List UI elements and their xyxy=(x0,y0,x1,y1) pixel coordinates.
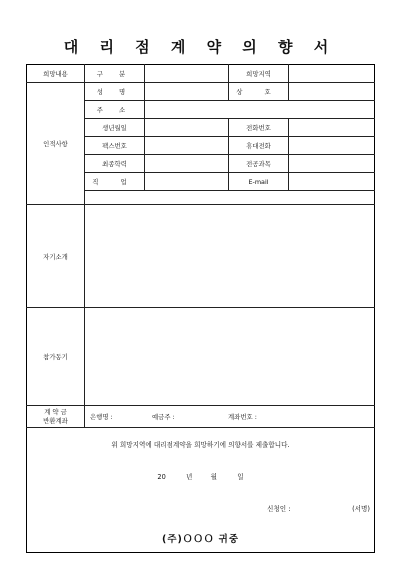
phone-label: 전화번호 xyxy=(229,119,289,137)
date-day-unit: 일 xyxy=(237,473,244,481)
trade-name-field[interactable] xyxy=(289,83,375,101)
desired-region-field[interactable] xyxy=(289,65,375,83)
name-label: 성 명 xyxy=(85,83,145,101)
email-label: E-mail xyxy=(229,173,289,191)
signature-mark: (서명) xyxy=(352,505,370,513)
fax-label: 팩스번호 xyxy=(85,137,145,155)
occupation-field[interactable] xyxy=(145,173,229,191)
fax-field[interactable] xyxy=(145,137,229,155)
date-month-unit: 월 xyxy=(210,473,217,481)
refund-account-header-line1: 계 약 금 xyxy=(44,407,67,416)
email-field[interactable] xyxy=(289,173,375,191)
address-field[interactable] xyxy=(145,101,375,119)
applicant-label: 신청인 : xyxy=(267,505,291,513)
hope-section-header: 희망내용 xyxy=(27,65,85,83)
category-label: 구 분 xyxy=(85,65,145,83)
bank-name-label: 은행명 : xyxy=(90,413,113,421)
declaration-area xyxy=(27,428,375,553)
self-introduction-header: 자기소개 xyxy=(27,205,85,308)
name-field[interactable] xyxy=(145,83,229,101)
major-field[interactable] xyxy=(289,155,375,173)
mobile-label: 휴대전화 xyxy=(229,137,289,155)
mobile-field[interactable] xyxy=(289,137,375,155)
account-number-label: 계좌번호 : xyxy=(228,413,257,421)
trade-name-label: 상 호 xyxy=(229,83,289,101)
motivation-header: 참가동기 xyxy=(27,308,85,406)
education-field[interactable] xyxy=(145,155,229,173)
phone-field[interactable] xyxy=(289,119,375,137)
refund-account-header-line2: 반환계좌 xyxy=(43,416,68,425)
occupation-label: 직 업 xyxy=(85,173,145,191)
category-field[interactable] xyxy=(145,65,229,83)
date-year-unit: 년 xyxy=(186,473,193,481)
date-year: 20 xyxy=(157,473,166,481)
major-label: 전공과목 xyxy=(229,155,289,173)
declaration-date xyxy=(27,471,374,481)
birth-date-field[interactable] xyxy=(145,119,229,137)
desired-region-label: 희망지역 xyxy=(229,65,289,83)
personal-info-spacer xyxy=(85,191,375,205)
account-holder-label: 예금주 : xyxy=(152,413,175,421)
address-label: 주 소 xyxy=(85,101,145,119)
refund-account-field[interactable] xyxy=(85,406,375,428)
declaration-statement: 위 희망지역에 대리점계약을 희망하기에 의향서를 제출합니다. xyxy=(111,441,290,449)
birth-date-label: 생년월일 xyxy=(85,119,145,137)
motivation-field[interactable] xyxy=(85,308,375,406)
education-label: 최종학력 xyxy=(85,155,145,173)
application-form-table xyxy=(26,64,375,553)
refund-account-header xyxy=(27,406,85,428)
personal-info-section-header: 인적사항 xyxy=(27,83,85,205)
self-introduction-field[interactable] xyxy=(85,205,375,308)
addressee: (주)ＯＯＯ 귀중 xyxy=(161,534,240,545)
document-title: 대 리 점 계 약 의 향 서 xyxy=(63,38,337,56)
